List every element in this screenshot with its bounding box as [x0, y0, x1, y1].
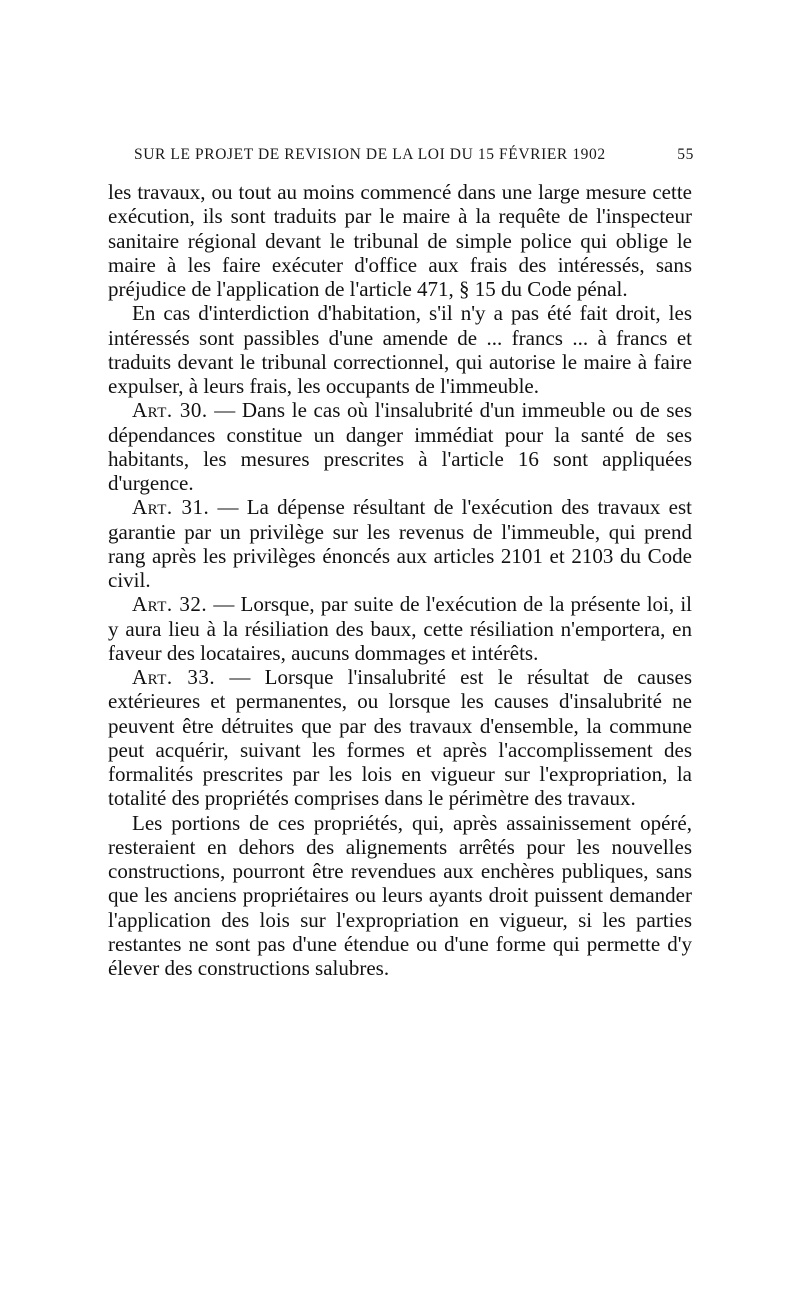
article-label: Art. 33. [132, 665, 216, 689]
article-label: Art. 31. [132, 495, 210, 520]
article-text: — Dans le cas où l'insalubrité d'un immeuble ou de ses dépendances constitue un danger immédiat pour la santé de ses habitants, les mesures prescrites à l'article 16 sont appliquées d'urgence. [108, 398, 693, 495]
article-text: — La dépense résultant de l'exécution des travaux est garantie par un privilège sur les revenus de l'immeuble, qui prend rang après les privilèges énoncés aux articles 2101 et 2103 du Code civil. [108, 495, 692, 592]
paragraph-text: les travaux, ou tout au moins commencé dans une large mesure cette exécution, ils sont traduits par le maire à la requête de l'inspecteur sanitaire régional devant le tribunal de simple police qui oblige le maire à les faire exécuter d'office aux frais des intéressés, sans préjudice de l'application de l'article 471, § 15 du Code pénal. [108, 180, 692, 301]
article-33 [108, 665, 692, 811]
running-head-title: SUR LE PROJET DE REVISION DE LA LOI DU 15 FÉVRIER 1902 [134, 146, 606, 163]
article-text: — Lorsque, par suite de l'exécution de la présente loi, il y aura lieu à la résiliation des baux, cette résiliation n'emportera, en faveur des locataires, aucuns dommages et intérêts. [108, 592, 692, 665]
article-32 [108, 592, 692, 665]
article-text: — Lorsque l'insalubrité est le résultat de causes extérieures et permanentes, ou lorsque les causes d'insalubrité ne peuvent être détruites que par des travaux d'ensemble, la commune peut acquérir, suivant les formes et après l'accomplissement des formalités prescrites par les lois en vigueur sur l'expropriation, la totalité des propriétés comprises dans le périmètre des travaux. [108, 665, 693, 811]
article-31 [108, 495, 692, 592]
article-label: Art. 30. [132, 398, 208, 423]
paragraph-text: En cas d'interdiction d'habitation, s'il n'y a pas été fait droit, les intéressés sont passibles d'une amende de ... francs ... à francs et traduits devant le tribunal correctionnel, qui autorise le maire à faire expulser, à leurs frais, les occupants de l'immeuble. [108, 301, 692, 398]
article-30 [108, 398, 692, 495]
paragraph-portions [108, 811, 692, 981]
paragraph-interdiction [108, 301, 692, 398]
article-label: Art. 32. [132, 592, 208, 617]
paragraph-continuation [108, 180, 692, 301]
page-number: 55 [677, 146, 694, 163]
paragraph-text: Les portions de ces propriétés, qui, après assainissement opéré, resteraient en dehors des alignements arrêtés pour les nouvelles constructions, pourront être revendues aux enchères publiques, sans que les anciens propriétaires ou leurs ayants droit puissent demander l'application des lois sur l'expropriation en vigueur, si les parties restantes ne sont pas d'une étendue ou d'une forme qui permette d'y élever des constructions salubres. [108, 810, 692, 980]
body-text [108, 180, 692, 980]
running-head [134, 146, 694, 168]
